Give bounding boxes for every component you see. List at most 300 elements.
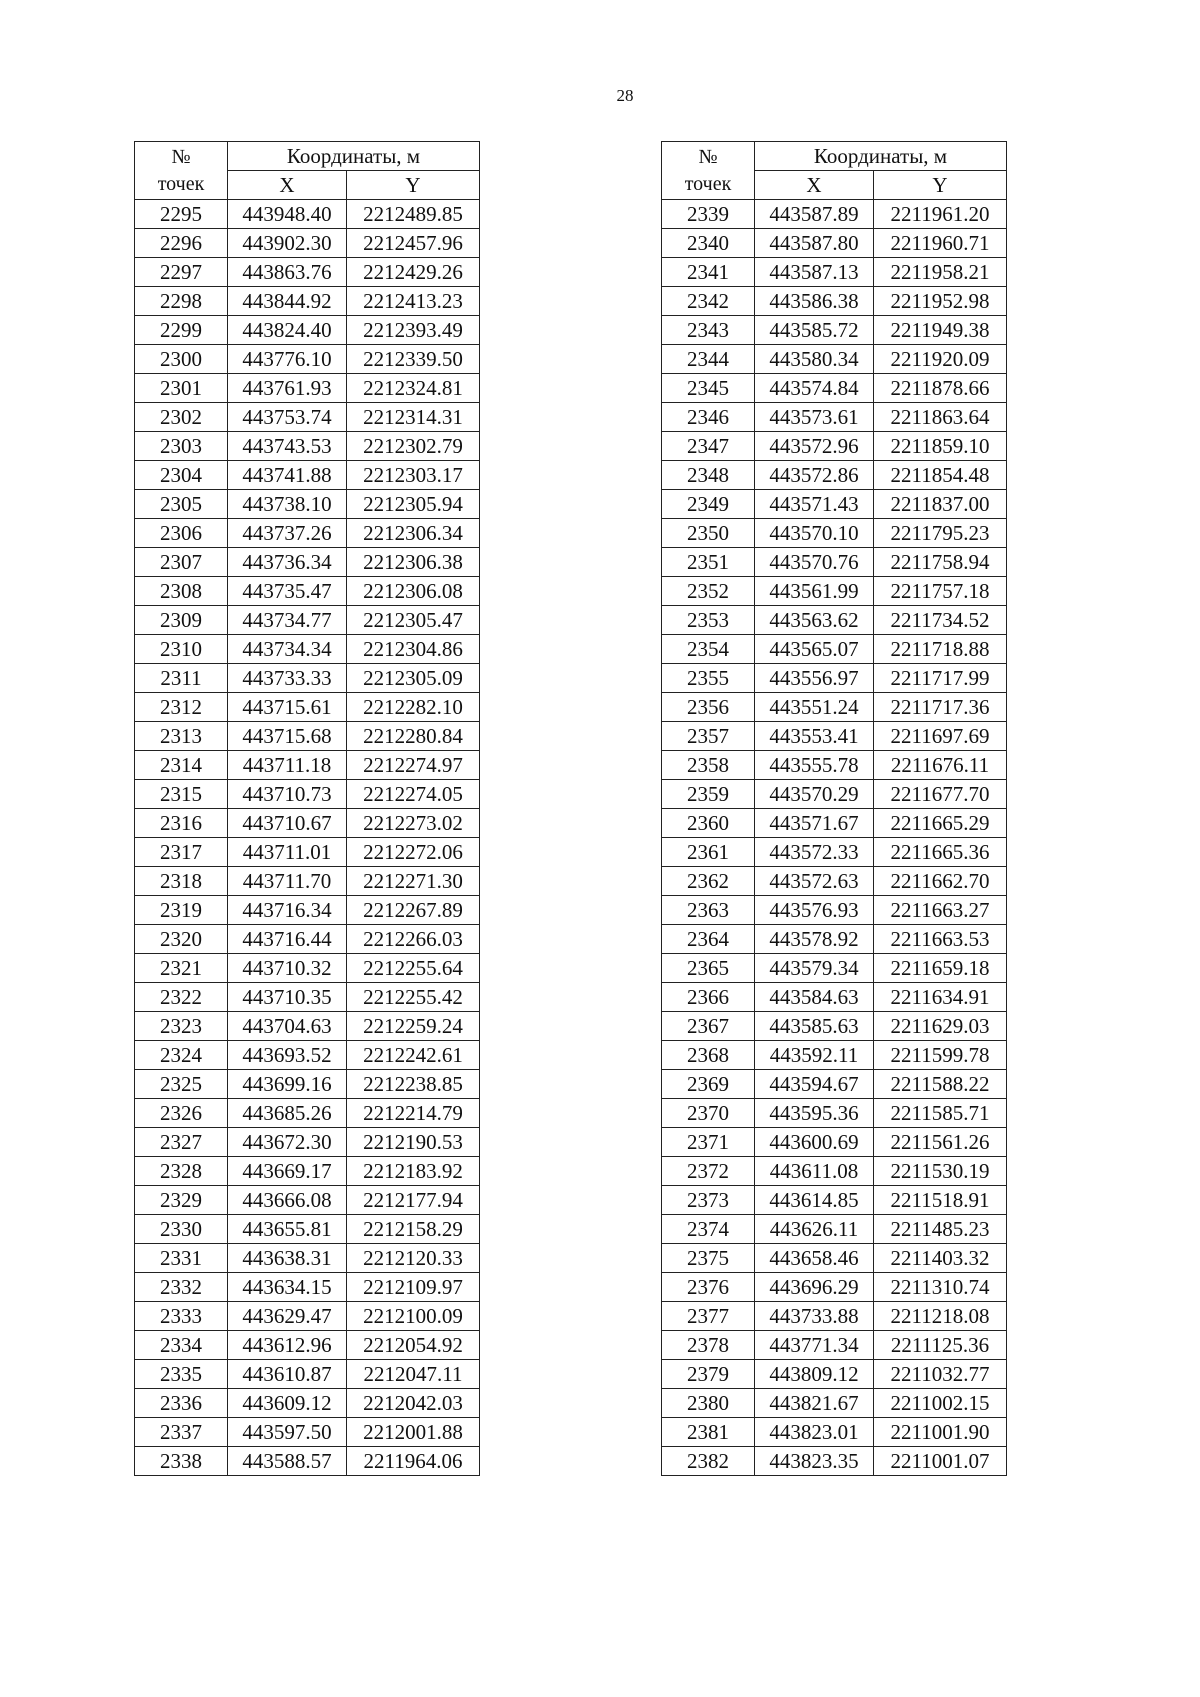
y-coordinate-cell: 2211002.15 bbox=[874, 1389, 1007, 1418]
table-row bbox=[135, 229, 480, 258]
y-coordinate-cell: 2211485.23 bbox=[874, 1215, 1007, 1244]
table-row bbox=[135, 954, 480, 983]
x-coordinate-cell: 443824.40 bbox=[228, 316, 347, 345]
x-coordinate-cell: 443734.34 bbox=[228, 635, 347, 664]
x-coordinate-cell: 443587.89 bbox=[755, 200, 874, 229]
y-coordinate-cell: 2212305.09 bbox=[347, 664, 480, 693]
points-label: точек bbox=[157, 172, 205, 195]
y-coordinate-cell: 2211585.71 bbox=[874, 1099, 1007, 1128]
table-row bbox=[135, 693, 480, 722]
point-number-cell: 2349 bbox=[662, 490, 755, 519]
y-coordinate-cell: 2212120.33 bbox=[347, 1244, 480, 1273]
x-coordinate-cell: 443587.80 bbox=[755, 229, 874, 258]
x-coordinate-cell: 443738.10 bbox=[228, 490, 347, 519]
x-coordinate-cell: 443666.08 bbox=[228, 1186, 347, 1215]
table-row bbox=[135, 664, 480, 693]
x-coordinate-cell: 443704.63 bbox=[228, 1012, 347, 1041]
y-coordinate-cell: 2211001.90 bbox=[874, 1418, 1007, 1447]
point-number-cell: 2312 bbox=[135, 693, 228, 722]
x-coordinate-cell: 443572.63 bbox=[755, 867, 874, 896]
x-coordinate-cell: 443696.29 bbox=[755, 1273, 874, 1302]
x-coordinate-cell: 443743.53 bbox=[228, 432, 347, 461]
page-number: 28 bbox=[616, 86, 634, 105]
table-row bbox=[662, 1331, 1007, 1360]
point-number-cell: 2353 bbox=[662, 606, 755, 635]
point-number-cell: 2330 bbox=[135, 1215, 228, 1244]
y-coordinate-cell: 2211795.23 bbox=[874, 519, 1007, 548]
y-coordinate-cell: 2212272.06 bbox=[347, 838, 480, 867]
x-coordinate-cell: 443571.67 bbox=[755, 809, 874, 838]
y-coordinate-cell: 2211677.70 bbox=[874, 780, 1007, 809]
table-row bbox=[135, 896, 480, 925]
y-coordinate-cell: 2211665.29 bbox=[874, 809, 1007, 838]
y-header: Y bbox=[347, 171, 480, 200]
y-coordinate-cell: 2211125.36 bbox=[874, 1331, 1007, 1360]
table-row bbox=[662, 896, 1007, 925]
table-row bbox=[135, 548, 480, 577]
y-coordinate-cell: 2212306.34 bbox=[347, 519, 480, 548]
x-coordinate-cell: 443823.35 bbox=[755, 1447, 874, 1476]
table-row bbox=[662, 200, 1007, 229]
x-coordinate-cell: 443741.88 bbox=[228, 461, 347, 490]
x-coordinate-cell: 443902.30 bbox=[228, 229, 347, 258]
table-row bbox=[135, 780, 480, 809]
point-number-cell: 2310 bbox=[135, 635, 228, 664]
y-coordinate-cell: 2212305.47 bbox=[347, 606, 480, 635]
table-row bbox=[662, 1360, 1007, 1389]
table-row bbox=[662, 229, 1007, 258]
y-coordinate-cell: 2212100.09 bbox=[347, 1302, 480, 1331]
x-coordinate-cell: 443733.33 bbox=[228, 664, 347, 693]
point-number-cell: 2315 bbox=[135, 780, 228, 809]
point-number-cell: 2356 bbox=[662, 693, 755, 722]
y-coordinate-cell: 2211837.00 bbox=[874, 490, 1007, 519]
y-coordinate-cell: 2212324.81 bbox=[347, 374, 480, 403]
point-number-cell: 2344 bbox=[662, 345, 755, 374]
x-coordinate-cell: 443776.10 bbox=[228, 345, 347, 374]
y-coordinate-cell: 2212242.61 bbox=[347, 1041, 480, 1070]
x-coordinate-cell: 443844.92 bbox=[228, 287, 347, 316]
y-coordinate-cell: 2211734.52 bbox=[874, 606, 1007, 635]
y-coordinate-cell: 2212158.29 bbox=[347, 1215, 480, 1244]
x-coordinate-cell: 443715.68 bbox=[228, 722, 347, 751]
point-number-cell: 2341 bbox=[662, 258, 755, 287]
x-coordinate-cell: 443572.86 bbox=[755, 461, 874, 490]
x-header: X bbox=[228, 171, 347, 200]
point-number-cell: 2340 bbox=[662, 229, 755, 258]
table-row bbox=[135, 432, 480, 461]
table-row bbox=[662, 1128, 1007, 1157]
point-number-cell: 2298 bbox=[135, 287, 228, 316]
y-coordinate-cell: 2212190.53 bbox=[347, 1128, 480, 1157]
y-coordinate-cell: 2211032.77 bbox=[874, 1360, 1007, 1389]
number-sign: № bbox=[171, 145, 191, 168]
x-coordinate-cell: 443570.29 bbox=[755, 780, 874, 809]
x-coordinate-cell: 443948.40 bbox=[228, 200, 347, 229]
x-coordinate-cell: 443711.01 bbox=[228, 838, 347, 867]
point-number-cell: 2338 bbox=[135, 1447, 228, 1476]
x-coordinate-cell: 443551.24 bbox=[755, 693, 874, 722]
y-coordinate-cell: 2211629.03 bbox=[874, 1012, 1007, 1041]
point-number-cell: 2331 bbox=[135, 1244, 228, 1273]
table-row bbox=[135, 1360, 480, 1389]
point-number-cell: 2378 bbox=[662, 1331, 755, 1360]
point-number-cell: 2332 bbox=[135, 1273, 228, 1302]
x-coordinate-cell: 443716.44 bbox=[228, 925, 347, 954]
table-row bbox=[135, 751, 480, 780]
x-coordinate-cell: 443556.97 bbox=[755, 664, 874, 693]
point-number-cell: 2322 bbox=[135, 983, 228, 1012]
points-label: точек bbox=[684, 172, 732, 195]
x-coordinate-cell: 443699.16 bbox=[228, 1070, 347, 1099]
point-number-cell: 2364 bbox=[662, 925, 755, 954]
y-coordinate-cell: 2212305.94 bbox=[347, 490, 480, 519]
x-coordinate-cell: 443600.69 bbox=[755, 1128, 874, 1157]
table-row bbox=[135, 1447, 480, 1476]
table-row bbox=[135, 1389, 480, 1418]
x-coordinate-cell: 443669.17 bbox=[228, 1157, 347, 1186]
y-coordinate-cell: 2212214.79 bbox=[347, 1099, 480, 1128]
table-row bbox=[662, 1099, 1007, 1128]
y-coordinate-cell: 2212054.92 bbox=[347, 1331, 480, 1360]
table-row bbox=[135, 200, 480, 229]
x-coordinate-cell: 443572.33 bbox=[755, 838, 874, 867]
x-coordinate-cell: 443555.78 bbox=[755, 751, 874, 780]
table-row bbox=[662, 258, 1007, 287]
point-number-cell: 2369 bbox=[662, 1070, 755, 1099]
x-coordinate-cell: 443570.10 bbox=[755, 519, 874, 548]
point-number-cell: 2325 bbox=[135, 1070, 228, 1099]
x-coordinate-cell: 443761.93 bbox=[228, 374, 347, 403]
point-number-cell: 2339 bbox=[662, 200, 755, 229]
y-coordinate-cell: 2212282.10 bbox=[347, 693, 480, 722]
table-row bbox=[662, 983, 1007, 1012]
x-coordinate-cell: 443579.34 bbox=[755, 954, 874, 983]
point-number-cell: 2371 bbox=[662, 1128, 755, 1157]
point-number-cell: 2352 bbox=[662, 577, 755, 606]
x-coordinate-cell: 443570.76 bbox=[755, 548, 874, 577]
point-number-cell: 2358 bbox=[662, 751, 755, 780]
table-row bbox=[135, 606, 480, 635]
point-number-cell: 2366 bbox=[662, 983, 755, 1012]
point-number-cell: 2346 bbox=[662, 403, 755, 432]
point-number-cell: 2319 bbox=[135, 896, 228, 925]
x-coordinate-cell: 443585.72 bbox=[755, 316, 874, 345]
point-number-cell: 2361 bbox=[662, 838, 755, 867]
x-coordinate-cell: 443735.47 bbox=[228, 577, 347, 606]
x-coordinate-cell: 443710.32 bbox=[228, 954, 347, 983]
y-coordinate-cell: 2211403.32 bbox=[874, 1244, 1007, 1273]
y-coordinate-cell: 2211676.11 bbox=[874, 751, 1007, 780]
x-coordinate-cell: 443634.15 bbox=[228, 1273, 347, 1302]
y-coordinate-cell: 2212183.92 bbox=[347, 1157, 480, 1186]
point-number-cell: 2318 bbox=[135, 867, 228, 896]
table-row bbox=[135, 809, 480, 838]
point-number-cell: 2381 bbox=[662, 1418, 755, 1447]
x-coordinate-cell: 443715.61 bbox=[228, 693, 347, 722]
table-row bbox=[662, 403, 1007, 432]
table-row bbox=[662, 1186, 1007, 1215]
table-row bbox=[662, 925, 1007, 954]
point-number-cell: 2343 bbox=[662, 316, 755, 345]
x-coordinate-cell: 443733.88 bbox=[755, 1302, 874, 1331]
table-row bbox=[662, 461, 1007, 490]
table-row bbox=[135, 838, 480, 867]
table-row bbox=[135, 722, 480, 751]
x-coordinate-cell: 443574.84 bbox=[755, 374, 874, 403]
x-coordinate-cell: 443573.61 bbox=[755, 403, 874, 432]
y-coordinate-cell: 2211859.10 bbox=[874, 432, 1007, 461]
x-coordinate-cell: 443597.50 bbox=[228, 1418, 347, 1447]
point-number-cell: 2323 bbox=[135, 1012, 228, 1041]
x-header: X bbox=[755, 171, 874, 200]
y-coordinate-cell: 2211958.21 bbox=[874, 258, 1007, 287]
point-number-cell: 2306 bbox=[135, 519, 228, 548]
table-row bbox=[662, 1041, 1007, 1070]
table-row bbox=[135, 374, 480, 403]
table-row bbox=[662, 693, 1007, 722]
y-coordinate-cell: 2211960.71 bbox=[874, 229, 1007, 258]
number-sign: № bbox=[698, 145, 718, 168]
y-coordinate-cell: 2212001.88 bbox=[347, 1418, 480, 1447]
table-row bbox=[135, 867, 480, 896]
table-row bbox=[135, 925, 480, 954]
y-coordinate-cell: 2211717.36 bbox=[874, 693, 1007, 722]
coordinates-table-right bbox=[661, 141, 1007, 1476]
point-number-cell: 2329 bbox=[135, 1186, 228, 1215]
y-coordinate-cell: 2212413.23 bbox=[347, 287, 480, 316]
x-coordinate-cell: 443565.07 bbox=[755, 635, 874, 664]
y-coordinate-cell: 2211659.18 bbox=[874, 954, 1007, 983]
x-coordinate-cell: 443655.81 bbox=[228, 1215, 347, 1244]
point-number-cell: 2342 bbox=[662, 287, 755, 316]
point-number-cell: 2314 bbox=[135, 751, 228, 780]
table-row bbox=[135, 1244, 480, 1273]
y-coordinate-cell: 2211530.19 bbox=[874, 1157, 1007, 1186]
y-coordinate-cell: 2211863.64 bbox=[874, 403, 1007, 432]
x-coordinate-cell: 443594.67 bbox=[755, 1070, 874, 1099]
point-number-cell: 2359 bbox=[662, 780, 755, 809]
table-row bbox=[662, 751, 1007, 780]
y-coordinate-cell: 2212314.31 bbox=[347, 403, 480, 432]
table-row bbox=[135, 345, 480, 374]
table-row bbox=[662, 287, 1007, 316]
table-row bbox=[662, 1447, 1007, 1476]
x-coordinate-cell: 443611.08 bbox=[755, 1157, 874, 1186]
table-row bbox=[135, 577, 480, 606]
y-coordinate-cell: 2212274.97 bbox=[347, 751, 480, 780]
y-coordinate-cell: 2211663.27 bbox=[874, 896, 1007, 925]
point-number-cell: 2304 bbox=[135, 461, 228, 490]
point-number-cell: 2372 bbox=[662, 1157, 755, 1186]
x-coordinate-cell: 443711.18 bbox=[228, 751, 347, 780]
y-coordinate-cell: 2212306.08 bbox=[347, 577, 480, 606]
x-coordinate-cell: 443753.74 bbox=[228, 403, 347, 432]
y-coordinate-cell: 2212109.97 bbox=[347, 1273, 480, 1302]
table-row bbox=[135, 316, 480, 345]
x-coordinate-cell: 443809.12 bbox=[755, 1360, 874, 1389]
y-coordinate-cell: 2212259.24 bbox=[347, 1012, 480, 1041]
x-coordinate-cell: 443587.13 bbox=[755, 258, 874, 287]
x-coordinate-cell: 443638.31 bbox=[228, 1244, 347, 1273]
y-coordinate-cell: 2212306.38 bbox=[347, 548, 480, 577]
point-number-cell: 2299 bbox=[135, 316, 228, 345]
x-coordinate-cell: 443612.96 bbox=[228, 1331, 347, 1360]
table-row bbox=[662, 1157, 1007, 1186]
point-number-cell: 2363 bbox=[662, 896, 755, 925]
y-coordinate-cell: 2212280.84 bbox=[347, 722, 480, 751]
coordinates-table-left bbox=[134, 141, 480, 1476]
y-coordinate-cell: 2211718.88 bbox=[874, 635, 1007, 664]
point-number-cell: 2320 bbox=[135, 925, 228, 954]
table-row bbox=[662, 867, 1007, 896]
table-row bbox=[662, 577, 1007, 606]
x-coordinate-cell: 443710.73 bbox=[228, 780, 347, 809]
point-number-cell: 2351 bbox=[662, 548, 755, 577]
point-number-cell: 2311 bbox=[135, 664, 228, 693]
point-number-cell: 2296 bbox=[135, 229, 228, 258]
table-row bbox=[662, 1418, 1007, 1447]
point-number-cell: 2305 bbox=[135, 490, 228, 519]
y-coordinate-cell: 2212271.30 bbox=[347, 867, 480, 896]
point-number-cell: 2379 bbox=[662, 1360, 755, 1389]
point-number-cell: 2336 bbox=[135, 1389, 228, 1418]
x-coordinate-cell: 443563.62 bbox=[755, 606, 874, 635]
x-coordinate-cell: 443629.47 bbox=[228, 1302, 347, 1331]
table-row bbox=[662, 1012, 1007, 1041]
x-coordinate-cell: 443610.87 bbox=[228, 1360, 347, 1389]
point-number-header bbox=[662, 142, 755, 200]
point-number-cell: 2307 bbox=[135, 548, 228, 577]
table-row bbox=[135, 1099, 480, 1128]
table-row bbox=[135, 1418, 480, 1447]
x-coordinate-cell: 443580.34 bbox=[755, 345, 874, 374]
point-number-cell: 2334 bbox=[135, 1331, 228, 1360]
table-row bbox=[662, 1389, 1007, 1418]
y-coordinate-cell: 2212489.85 bbox=[347, 200, 480, 229]
table-row bbox=[662, 606, 1007, 635]
point-number-cell: 2326 bbox=[135, 1099, 228, 1128]
table-row bbox=[135, 1041, 480, 1070]
point-number-cell: 2370 bbox=[662, 1099, 755, 1128]
point-number-cell: 2321 bbox=[135, 954, 228, 983]
x-coordinate-cell: 443821.67 bbox=[755, 1389, 874, 1418]
coordinates-header: Координаты, м bbox=[228, 142, 480, 171]
point-number-cell: 2348 bbox=[662, 461, 755, 490]
y-coordinate-cell: 2211757.18 bbox=[874, 577, 1007, 606]
y-header: Y bbox=[874, 171, 1007, 200]
table-row bbox=[662, 519, 1007, 548]
y-coordinate-cell: 2211854.48 bbox=[874, 461, 1007, 490]
point-number-cell: 2382 bbox=[662, 1447, 755, 1476]
table-row bbox=[662, 809, 1007, 838]
x-coordinate-cell: 443572.96 bbox=[755, 432, 874, 461]
x-coordinate-cell: 443716.34 bbox=[228, 896, 347, 925]
x-coordinate-cell: 443614.85 bbox=[755, 1186, 874, 1215]
table-row bbox=[662, 316, 1007, 345]
table-row bbox=[135, 461, 480, 490]
table-row bbox=[662, 954, 1007, 983]
x-coordinate-cell: 443737.26 bbox=[228, 519, 347, 548]
y-coordinate-cell: 2212273.02 bbox=[347, 809, 480, 838]
table-row bbox=[662, 1302, 1007, 1331]
y-coordinate-cell: 2211588.22 bbox=[874, 1070, 1007, 1099]
point-number-cell: 2303 bbox=[135, 432, 228, 461]
point-number-cell: 2377 bbox=[662, 1302, 755, 1331]
point-number-cell: 2350 bbox=[662, 519, 755, 548]
table-row bbox=[662, 635, 1007, 664]
table-row bbox=[662, 1215, 1007, 1244]
x-coordinate-cell: 443658.46 bbox=[755, 1244, 874, 1273]
table-row bbox=[662, 345, 1007, 374]
y-coordinate-cell: 2212177.94 bbox=[347, 1186, 480, 1215]
x-coordinate-cell: 443592.11 bbox=[755, 1041, 874, 1070]
point-number-cell: 2324 bbox=[135, 1041, 228, 1070]
point-number-cell: 2309 bbox=[135, 606, 228, 635]
y-coordinate-cell: 2211634.91 bbox=[874, 983, 1007, 1012]
x-coordinate-cell: 443584.63 bbox=[755, 983, 874, 1012]
y-coordinate-cell: 2212274.05 bbox=[347, 780, 480, 809]
point-number-cell: 2347 bbox=[662, 432, 755, 461]
x-coordinate-cell: 443771.34 bbox=[755, 1331, 874, 1360]
table-row bbox=[135, 519, 480, 548]
point-number-cell: 2360 bbox=[662, 809, 755, 838]
y-coordinate-cell: 2212266.03 bbox=[347, 925, 480, 954]
table-row bbox=[135, 287, 480, 316]
point-number-cell: 2362 bbox=[662, 867, 755, 896]
x-coordinate-cell: 443561.99 bbox=[755, 577, 874, 606]
x-coordinate-cell: 443734.77 bbox=[228, 606, 347, 635]
y-coordinate-cell: 2212393.49 bbox=[347, 316, 480, 345]
table-row bbox=[135, 1128, 480, 1157]
x-coordinate-cell: 443609.12 bbox=[228, 1389, 347, 1418]
y-coordinate-cell: 2211001.07 bbox=[874, 1447, 1007, 1476]
table-row bbox=[135, 1302, 480, 1331]
y-coordinate-cell: 2212255.64 bbox=[347, 954, 480, 983]
table-row bbox=[662, 664, 1007, 693]
table-row bbox=[662, 1244, 1007, 1273]
point-number-cell: 2308 bbox=[135, 577, 228, 606]
y-coordinate-cell: 2212457.96 bbox=[347, 229, 480, 258]
point-number-cell: 2368 bbox=[662, 1041, 755, 1070]
x-coordinate-cell: 443736.34 bbox=[228, 548, 347, 577]
point-number-cell: 2316 bbox=[135, 809, 228, 838]
point-number-cell: 2375 bbox=[662, 1244, 755, 1273]
y-coordinate-cell: 2211961.20 bbox=[874, 200, 1007, 229]
x-coordinate-cell: 443693.52 bbox=[228, 1041, 347, 1070]
x-coordinate-cell: 443578.92 bbox=[755, 925, 874, 954]
y-coordinate-cell: 2211663.53 bbox=[874, 925, 1007, 954]
table-row bbox=[135, 403, 480, 432]
x-coordinate-cell: 443586.38 bbox=[755, 287, 874, 316]
point-number-cell: 2337 bbox=[135, 1418, 228, 1447]
x-coordinate-cell: 443553.41 bbox=[755, 722, 874, 751]
table-row bbox=[135, 1273, 480, 1302]
x-coordinate-cell: 443588.57 bbox=[228, 1447, 347, 1476]
point-number-cell: 2376 bbox=[662, 1273, 755, 1302]
table-row bbox=[662, 838, 1007, 867]
x-coordinate-cell: 443863.76 bbox=[228, 258, 347, 287]
y-coordinate-cell: 2212429.26 bbox=[347, 258, 480, 287]
point-number-cell: 2355 bbox=[662, 664, 755, 693]
table-row bbox=[135, 1070, 480, 1099]
y-coordinate-cell: 2212255.42 bbox=[347, 983, 480, 1012]
table-row bbox=[135, 1012, 480, 1041]
y-coordinate-cell: 2212047.11 bbox=[347, 1360, 480, 1389]
y-coordinate-cell: 2212304.86 bbox=[347, 635, 480, 664]
y-coordinate-cell: 2212339.50 bbox=[347, 345, 480, 374]
x-coordinate-cell: 443626.11 bbox=[755, 1215, 874, 1244]
